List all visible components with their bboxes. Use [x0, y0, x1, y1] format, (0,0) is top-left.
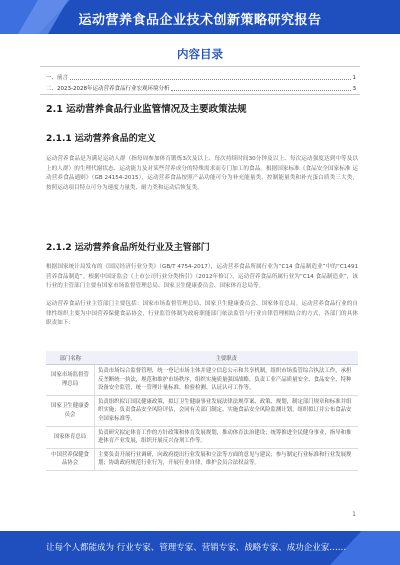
industry-paragraph: 根据国家统计局发布的《国民经济行业分类》（GB/T 4754-2017），运动营养食品所属行业为“C14 食品制造业”中的“C1491 营养食品制造”。根据中国证监会《上市公司行业分类指引》（2012年修订），运动营养食品所属行业为“C14 食品制造业”，该行业的主管部门主要有国家市场监督管理总局、国家卫生健康委员会、国家体育总局等。 [46, 264, 358, 290]
toc-heading: 内容目录 [177, 47, 223, 61]
table-cell-name: 国家体育总局 [46, 426, 95, 448]
table-row [46, 395, 358, 426]
toc-entry-text: 二、2023-2028年运动营养食品行业宏观环境分析 [46, 86, 170, 92]
footer-slogan: 让每个人都能成为 行业专家、管理专家、营销专家、战略专家、成功企业家…… [46, 543, 347, 553]
table-cell-desc: 负责组织拟订国民健康政策，拟订卫生健康事业发展法律法规草案、政策、规划，制定部门规章和标准并组织实施；负责食品安全风险评估，会同有关部门制定、实施食品安全风险监测计划，组织拟订并公布食品安全国家标准等。 [95, 395, 359, 426]
toc-entry-text: 一、前言 [46, 75, 69, 81]
toc-entry-page: 3 [352, 86, 356, 92]
table-header-name: 部门名称 [46, 351, 95, 365]
table-cell-desc: 负责市场综合监督管理，统一登记市场主体并建立信息公示和共享机制，组织市场监管综合执法工作，承担反垄断统一执法，规范和维护市场秩序，组织实施质量强国战略，负责工业产品质量安全、食品安全、特种设备安全监管，统一管理计量标准、检验检测、认证认可工作等。 [95, 365, 359, 396]
toc-entry[interactable] [46, 84, 356, 92]
table-row [46, 365, 358, 396]
toc-divider-bottom [40, 94, 360, 95]
table-cell-desc: 负责研究拟定体育工作的方针政策和体育发展规划，推动体育法治建设；统筹推进全民健身事业，指导和推进体育产业发展，组织开展反兴奋剂工作等。 [95, 426, 359, 448]
toc-entry[interactable] [46, 73, 356, 81]
table-header-row [46, 351, 358, 365]
table-cell-name: 国家卫生健康委员会 [46, 395, 95, 426]
table-cell-desc: 主要负责开展行业调研，向政府提出行业发展和立法等方面的意见与建议；参与制定行业标准和行业发展规划；协助政府规范行业行为，开展行业自律，维护会员合法权益等。 [95, 448, 359, 470]
toc-leader-dots [70, 79, 350, 80]
table-cell-name: 国家市场监督管理总局 [46, 365, 95, 396]
footer-band [0, 531, 400, 565]
toc-leader-dots [171, 90, 350, 91]
table-row [46, 426, 358, 448]
section-heading-2-1-1: 2.1.1 运动营养食品的定义 [46, 134, 156, 144]
table-row [46, 448, 358, 470]
regulators-table [46, 351, 358, 471]
section-heading-2-1: 2.1 运动营养食品行业监管情况及主要政策法规 [46, 104, 247, 115]
toc-divider-top [40, 66, 360, 67]
toc-entry-page: 1 [352, 75, 356, 81]
table-cell-name: 中国营养保健食品协会 [46, 448, 95, 470]
regulator-paragraph: 运动营养食品行业主管部门主要包括：国家市场监督管理总局、国家卫生健康委员会、国家体育总局。运动营养食品行业的自律性组织主要为中国营养保健食品协会，行业监管体制为政府职能部门依法监管与行业自律管理相结合的方式，各部门的具体职责如下： [46, 301, 358, 327]
page-number: 1 [352, 511, 356, 518]
report-title: 运动营养食品企业技术创新策略研究报告 [78, 13, 322, 28]
header-band [0, 0, 400, 34]
table-header-desc: 主要职责 [95, 351, 359, 365]
section-heading-2-1-2: 2.1.2 运动营养食品所处行业及主管部门 [46, 243, 210, 253]
definition-paragraph: 运动营养食品是为满足运动人群（指每周参加体育锻炼3次及以上、每次持续时间30分钟及以上、每次运动强度达到中等及以上的人群）的生理代谢状态、运动能力及对某些营养成分的特殊需求而专门加工的食品。根据国家标准《食品安全国家标准 运动营养食品通则》（GB 24154-2015），运动营养食品按照产品功能可分为补充能量类、控制能量类和补充蛋白质类三大类，按照运动项目特点可分为速度力量类、耐力类和运动后恢复类。 [46, 156, 358, 191]
